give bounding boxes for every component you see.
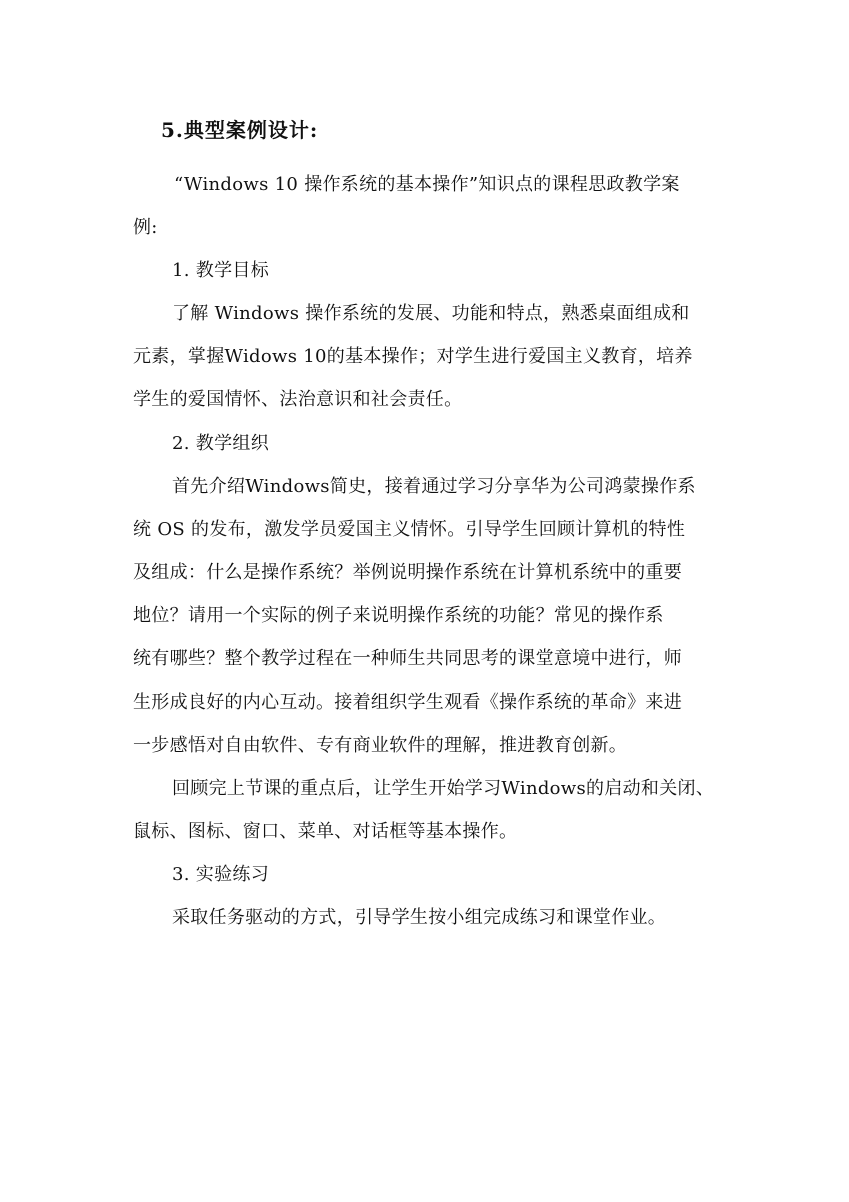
- organization-line: 及组成：什么是操作系统？举例说明操作系统在计算机系统中的重要: [133, 562, 682, 583]
- organization-line: 首先介绍Windows简史，接着通过学习分享华为公司鸿蒙操作系: [172, 476, 696, 497]
- practice-heading: 3. 实验练习: [172, 864, 269, 885]
- organization-line: 回顾完上节课的重点后，让学生开始学习Windows的启动和关闭、: [172, 778, 715, 799]
- organization-line: 地位？请用一个实际的例子来说明操作系统的功能？常见的操作系: [133, 605, 664, 626]
- organization-line: 统有哪些？整个教学过程在一种师生共同思考的课堂意境中进行，师: [133, 648, 682, 669]
- organization-line: 一步感悟对自由软件、专有商业软件的理解，推进教育创新。: [133, 735, 628, 756]
- organization-heading: 2. 教学组织: [172, 433, 269, 454]
- objectives-heading: 1. 教学目标: [172, 260, 269, 281]
- organization-line: 鼠标、图标、窗口、菜单、对话框等基本操作。: [133, 821, 518, 842]
- objectives-line: 了解 Windows 操作系统的发展、功能和特点，熟悉桌面组成和: [172, 303, 690, 324]
- intro-line: “Windows 10 操作系统的基本操作”知识点的课程思政教学案: [174, 174, 680, 195]
- organization-line: 统 OS 的发布，激发学员爱国主义情怀。引导学生回顾计算机的特性: [133, 519, 686, 540]
- objectives-line: 元素，掌握Widows 10的基本操作；对学生进行爱国主义教育，培养: [133, 346, 693, 367]
- section-title: 5.典型案例设计:: [161, 118, 319, 142]
- intro-line: 例:: [133, 217, 158, 238]
- objectives-line: 学生的爱国情怀、法治意识和社会责任。: [133, 389, 463, 410]
- practice-line: 采取任务驱动的方式，引导学生按小组完成练习和课堂作业。: [172, 907, 667, 928]
- organization-line: 生形成良好的内心互动。接着组织学生观看《操作系统的革命》来进: [133, 692, 682, 713]
